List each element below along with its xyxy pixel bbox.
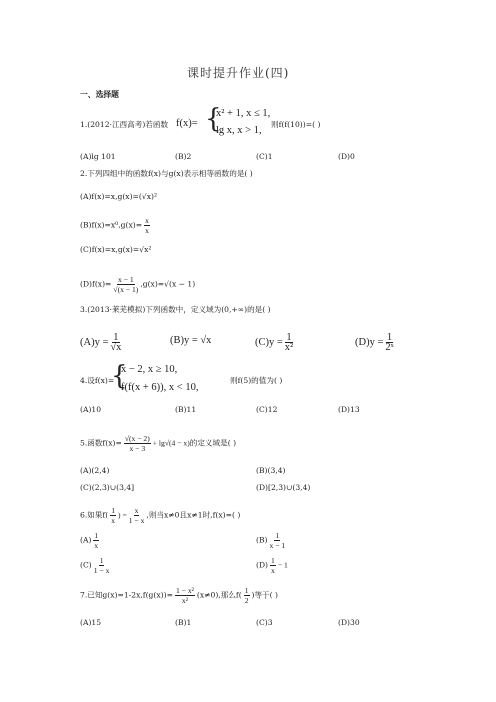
q4-case-2: f(f(x + 6)), x < 10,	[121, 382, 199, 393]
fraction-numerator: 1	[244, 586, 249, 595]
fraction-denominator: 2ˣ	[385, 342, 394, 353]
q5-option-a: (A)(2,4)	[80, 466, 110, 475]
fraction-numerator: 1	[99, 556, 104, 565]
fraction-numerator: x − 1	[118, 275, 134, 284]
q3-option-c-fraction	[285, 333, 293, 352]
q4-option-d: (D)13	[338, 405, 360, 414]
q3-stem: 3.(2013·莱芜模拟)下列函数中，定义域为(0,+∞)的是( )	[80, 305, 271, 314]
q6-rhs-fraction	[129, 506, 145, 525]
q1-option-d: (D)0	[338, 152, 355, 161]
q2-option-d	[80, 275, 195, 294]
q6-line	[80, 506, 240, 525]
q2-stem: 2.下列四组中的函数f(x)与g(x)表示相等函数的是( )	[80, 169, 253, 178]
q5-fraction	[124, 434, 151, 453]
q1-suffix: 则f(f(10))=( )	[271, 120, 321, 129]
q5-mid: + lg√(4 − x)	[152, 438, 190, 448]
q1-option-b: (B)2	[175, 152, 192, 161]
q1-option-c: (C)1	[256, 152, 273, 161]
q4-option-c: (C)12	[256, 405, 278, 414]
fraction-denominator: x²	[284, 342, 294, 353]
q6-option-d-post: − 1	[277, 560, 288, 570]
q6-option-c-fraction	[94, 556, 110, 575]
q1-case-1: x² + 1, x ≤ 1,	[216, 108, 271, 119]
fraction-numerator: 1 − x²	[175, 586, 194, 595]
fraction-numerator: 1	[113, 332, 119, 343]
q1-brace: {	[205, 104, 222, 134]
q4-case-1: x − 2, x ≥ 10,	[121, 364, 178, 375]
page-title: 课时提升作业(四)	[187, 66, 290, 80]
q6-option-d-fraction	[270, 556, 276, 575]
q7-arg-fraction	[244, 586, 250, 605]
q4-prefix: 4.设f(x)=	[80, 376, 115, 385]
q7-mid: (x≠0),那么f(	[196, 590, 242, 600]
q3-option-d	[355, 333, 396, 352]
q6-prefix: 6.如果f(	[80, 510, 109, 520]
q6-arg-fraction	[110, 506, 116, 525]
q3-option-c	[255, 333, 295, 352]
q1-case-2: lg x, x > 1,	[216, 125, 262, 136]
q6-option-c	[80, 556, 111, 575]
q7-line	[80, 586, 278, 605]
q2-option-d-text: (D)f(x)=	[80, 279, 112, 289]
q5-option-b: (B)(3,4)	[256, 466, 286, 475]
fraction-numerator: 1	[286, 332, 292, 343]
q4-option-b: (B)11	[175, 405, 197, 414]
fraction-numerator: 1	[94, 531, 99, 540]
fraction-numerator: 1	[111, 506, 116, 515]
q6-option-d-label: (D)	[256, 560, 269, 570]
q7-fraction	[175, 586, 195, 605]
q7-option-c: (C)3	[256, 618, 273, 627]
q6-option-a-label: (A)	[80, 535, 92, 545]
q3-option-d-label: (D)y =	[355, 336, 384, 348]
q6-option-a	[80, 531, 101, 550]
q3-option-d-fraction	[385, 333, 393, 352]
q3-option-b: (B)y = √x	[170, 335, 212, 346]
q6-option-b	[256, 531, 287, 550]
q6-option-b-label: (B)	[256, 535, 268, 545]
q6-option-d	[256, 556, 288, 575]
q5-option-c: (C)(2,3)∪(3,4]	[80, 483, 135, 492]
fraction-denominator: x	[94, 541, 99, 550]
q5-suffix: 的定义域是( )	[189, 438, 237, 448]
fraction-denominator: 1 − x	[93, 566, 110, 575]
fraction-denominator: x²	[181, 596, 188, 605]
q7-prefix: 7.已知g(x)=1-2x,f(g(x))=	[80, 590, 173, 600]
q4-suffix: 则f(5)的值为( )	[230, 376, 283, 385]
fraction-denominator: 2	[244, 596, 249, 605]
q2-option-c: (C)f(x)=x,g(x)=√x²	[80, 245, 152, 254]
q4-option-a: (A)10	[80, 405, 102, 414]
q7-suffix: )等于( )	[251, 590, 278, 600]
q2-option-b-text: (B)f(x)=x⁰,g(x)=	[80, 220, 143, 230]
fraction-denominator: x − 3	[129, 444, 146, 453]
q1-function-lhs: f(x)=	[176, 118, 198, 129]
fraction-numerator: 1	[275, 531, 280, 540]
fraction-denominator: √(x − 1)	[113, 285, 139, 294]
q1-prefix: 1.(2012·江西高考)若函数	[80, 120, 169, 129]
fraction-denominator: x	[111, 516, 116, 525]
q2-option-d-post: ,g(x)=√(x − 1)	[140, 279, 196, 289]
q5-line	[80, 434, 236, 453]
q2-option-a: (A)f(x)=x,g(x)=(√x)²	[80, 192, 158, 201]
q3-option-a-fraction	[110, 333, 121, 352]
q3-option-c-label: (C)y =	[255, 336, 283, 348]
q1-option-a: (A)lg 101	[80, 152, 116, 161]
fraction-numerator: 1	[386, 332, 393, 343]
fraction-denominator: x	[271, 566, 275, 575]
q6-option-c-label: (C)	[80, 560, 92, 570]
q7-option-b: (B)1	[175, 618, 192, 627]
q3-option-a-label: (A)y =	[80, 336, 109, 348]
q6-option-a-fraction	[93, 531, 99, 550]
q6-suffix: ,则当x≠0且x≠1时,f(x)=( )	[146, 510, 241, 520]
q4-brace: {	[111, 361, 128, 391]
q7-option-d: (D)30	[338, 618, 360, 627]
q2-option-d-fraction	[113, 275, 138, 294]
q2-option-b	[80, 216, 152, 235]
q7-option-a: (A)15	[80, 618, 102, 627]
q5-option-d: (D)[2,3)∪(3,4)	[256, 483, 311, 492]
fraction-numerator: x	[145, 216, 149, 225]
fraction-denominator: 1 − x	[128, 516, 145, 525]
fraction-denominator: √x	[110, 342, 122, 353]
section-heading: 一、选择题	[80, 90, 119, 99]
fraction-denominator: x − 1	[269, 541, 286, 550]
q6-eq: ) =	[118, 510, 127, 520]
fraction-numerator: 1	[271, 556, 275, 565]
q3-option-a	[80, 333, 123, 352]
fraction-denominator: x	[145, 226, 149, 235]
q2-option-b-fraction	[144, 216, 150, 235]
fraction-numerator: √(x − 2)	[124, 434, 150, 443]
fraction-numerator: x	[134, 506, 139, 515]
q5-prefix: 5.函数f(x)=	[80, 438, 122, 448]
q6-option-b-fraction	[270, 531, 286, 550]
